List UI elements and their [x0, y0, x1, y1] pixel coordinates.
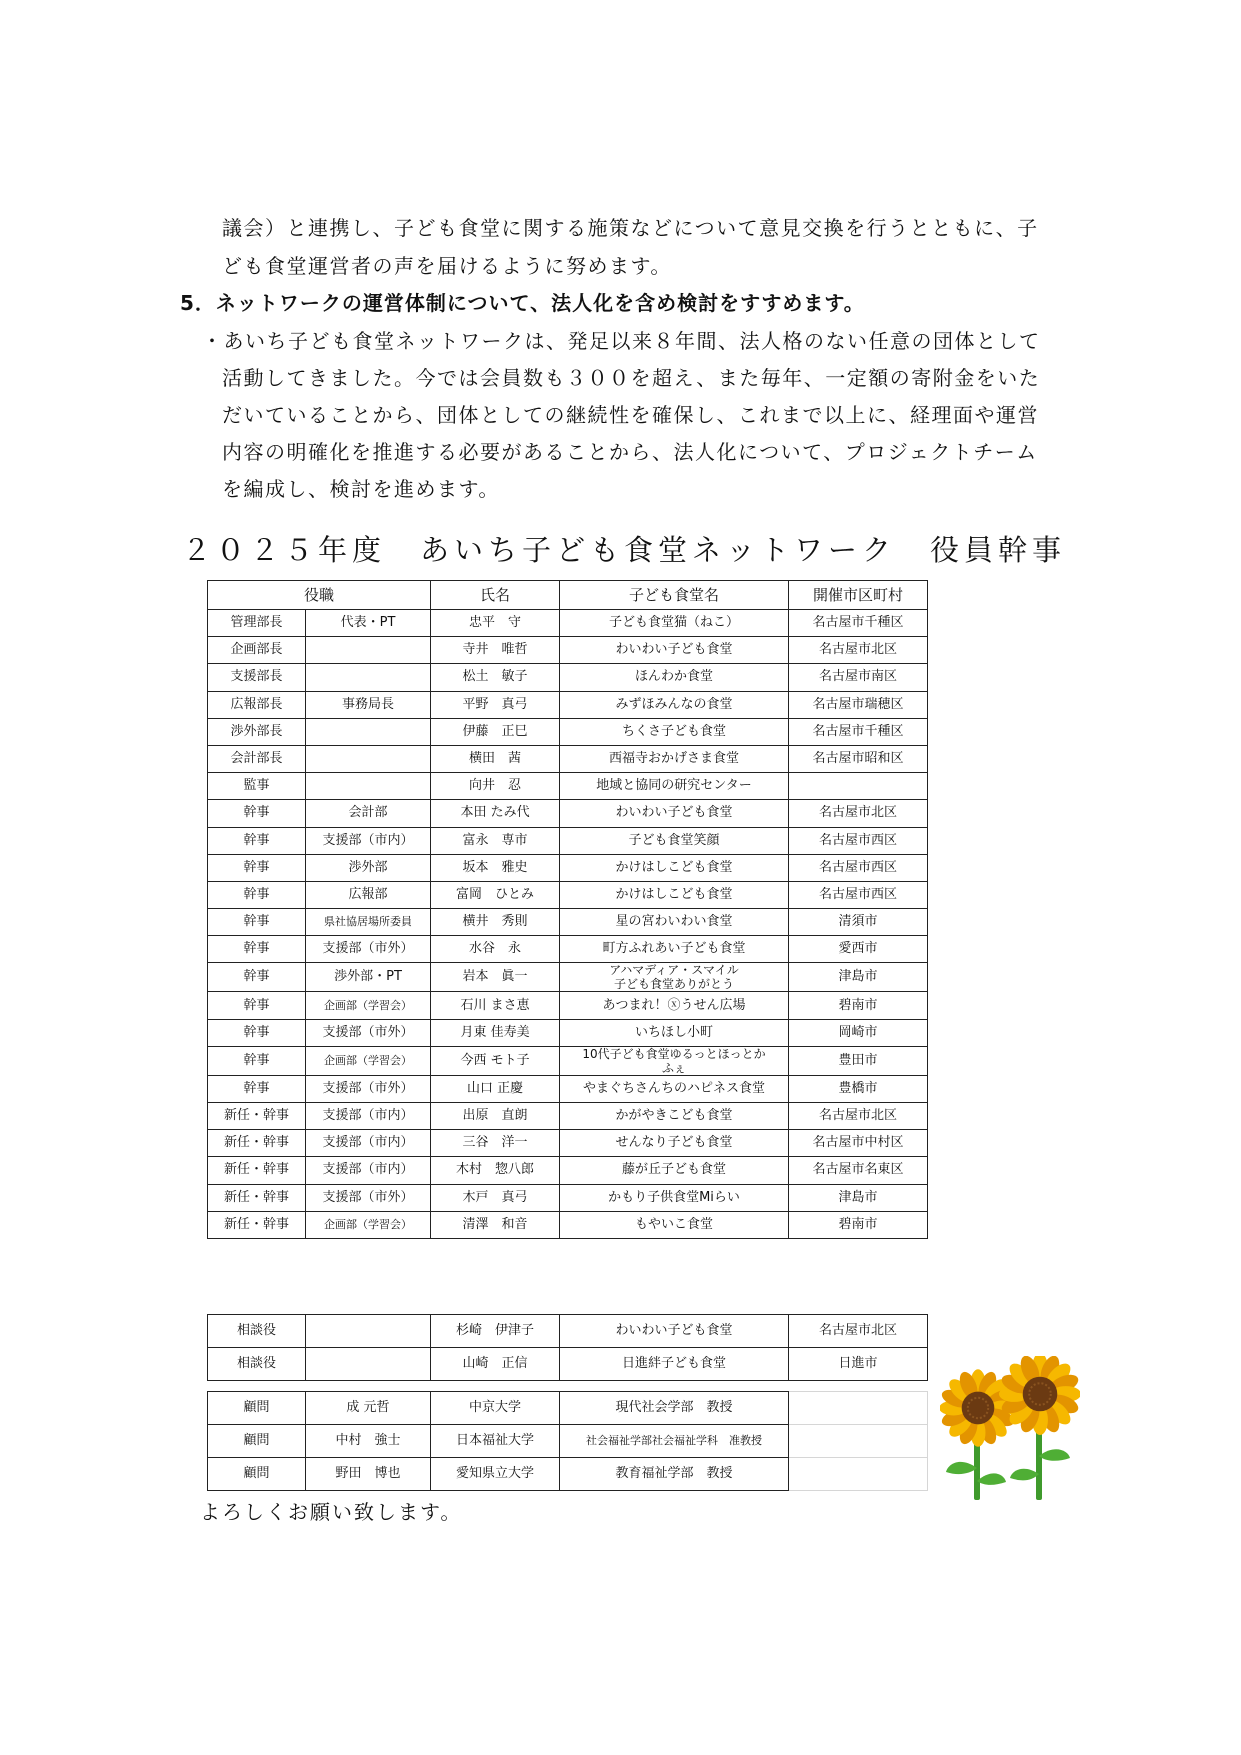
advisor-role: 顧問: [208, 1392, 306, 1425]
officer-row: [208, 1046, 928, 1075]
officer-row: [208, 1184, 928, 1211]
officer-city: 名古屋市千種区: [789, 610, 928, 637]
officer-name: 清澤 和音: [431, 1211, 560, 1238]
officer-name: 山口 正慶: [431, 1075, 560, 1102]
officer-row: [208, 773, 928, 800]
officer-city: 愛西市: [789, 936, 928, 963]
officer-name: 平野 真弓: [431, 691, 560, 718]
sunflower-center: [1023, 1377, 1058, 1412]
officer-row: [208, 881, 928, 908]
officer-cafeteria: かもり子供食堂Miらい: [560, 1184, 789, 1211]
officer-row: [208, 827, 928, 854]
officer-name: 三谷 洋一: [431, 1130, 560, 1157]
officer-dept: 支援部（市外）: [306, 1184, 431, 1211]
officer-dept: 支援部（市内）: [306, 1157, 431, 1184]
advisor-role: 顧問: [208, 1458, 306, 1491]
officer-cafeteria: 星の宮わいわい食堂: [560, 909, 789, 936]
counselor-role: 相談役: [208, 1348, 306, 1381]
closing-text: よろしくお願い致します。: [200, 1500, 463, 1524]
officer-role: 新任・幹事: [208, 1157, 306, 1184]
advisor-name: 中村 強士: [306, 1425, 431, 1458]
section5-line-3: だいていることから、団体としての継続性を確保し、これまで以上に、経理面や運営: [222, 403, 1039, 427]
counselor-name: 杉崎 伊津子: [431, 1315, 560, 1348]
officer-city: 名古屋市千種区: [789, 718, 928, 745]
officer-cafeteria: 10代子ども食堂ゆるっとほっとか ふぇ: [560, 1046, 789, 1075]
officer-role: 幹事: [208, 909, 306, 936]
officer-name: 寺井 唯哲: [431, 637, 560, 664]
officer-row: [208, 664, 928, 691]
officer-row: [208, 963, 928, 992]
officer-name: 石川 まさ恵: [431, 992, 560, 1019]
officer-cafeteria: 西福寺おかげさま食堂: [560, 745, 789, 772]
officer-role: 幹事: [208, 1075, 306, 1102]
officer-city: 碧南市: [789, 992, 928, 1019]
officer-name: 今西 モト子: [431, 1046, 560, 1075]
officer-city: 名古屋市西区: [789, 827, 928, 854]
officer-role: 企画部長: [208, 637, 306, 664]
section5-heading: 5．ネットワークの運営体制について、法人化を含め検討をすすめます。: [180, 291, 865, 315]
officer-row: [208, 909, 928, 936]
officer-role: 幹事: [208, 800, 306, 827]
advisor-org: 中京大学: [431, 1392, 560, 1425]
officer-role: 管理部長: [208, 610, 306, 637]
header-name: 氏名: [431, 581, 560, 610]
officer-cafeteria: 地域と協同の研究センター: [560, 773, 789, 800]
officer-name: 岩本 眞一: [431, 963, 560, 992]
officer-city: 名古屋市北区: [789, 800, 928, 827]
counselor-dept: [306, 1315, 431, 1348]
officer-dept: 広報部: [306, 881, 431, 908]
officer-name: 松土 敏子: [431, 664, 560, 691]
officer-name: 伊藤 正巳: [431, 718, 560, 745]
counselor-row: [208, 1315, 928, 1348]
officer-dept: [306, 637, 431, 664]
officer-row: [208, 800, 928, 827]
officer-city: 津島市: [789, 1184, 928, 1211]
officer-city: 岡崎市: [789, 1019, 928, 1046]
officer-row: [208, 610, 928, 637]
officer-dept: 渉外部・PT: [306, 963, 431, 992]
advisor-row: [208, 1425, 928, 1458]
officer-row: [208, 1103, 928, 1130]
section5-line-2: 活動してきました。今では会員数も３００を超え、また毎年、一定額の寄附金をいた: [222, 366, 1041, 390]
officer-name: 横田 茜: [431, 745, 560, 772]
officer-dept: 県社協居場所委員: [306, 909, 431, 936]
officer-city: 清須市: [789, 909, 928, 936]
advisor-row: [208, 1392, 928, 1425]
officer-role: 幹事: [208, 936, 306, 963]
officer-city: 名古屋市西区: [789, 881, 928, 908]
officer-role: 監事: [208, 773, 306, 800]
intro-line-2: ども食堂運営者の声を届けるように努めます。: [222, 254, 672, 278]
sunflower-center: [962, 1392, 995, 1425]
officer-role: 幹事: [208, 963, 306, 992]
officer-dept: 会計部: [306, 800, 431, 827]
officer-cafeteria: かけはしこども食堂: [560, 854, 789, 881]
advisor-empty-cell: [789, 1392, 928, 1425]
officer-cafeteria: もやいこ食堂: [560, 1211, 789, 1238]
officer-role: 新任・幹事: [208, 1130, 306, 1157]
officer-cafeteria: わいわい子ども食堂: [560, 800, 789, 827]
counselors-table: [207, 1314, 928, 1381]
officer-dept: 企画部（学習会）: [306, 1211, 431, 1238]
officer-role: 広報部長: [208, 691, 306, 718]
officer-name: 本田 たみ代: [431, 800, 560, 827]
officer-role: 会計部長: [208, 745, 306, 772]
officer-city: 名古屋市北区: [789, 1103, 928, 1130]
officer-dept: 支援部（市内）: [306, 1130, 431, 1157]
officer-cafeteria: あつまれ！ⓧうせん広場: [560, 992, 789, 1019]
advisor-post: 社会福祉学部社会福祉学科 准教授: [560, 1425, 789, 1458]
officer-role: 幹事: [208, 1019, 306, 1046]
officer-city: 名古屋市中村区: [789, 1130, 928, 1157]
officer-city: 津島市: [789, 963, 928, 992]
officer-dept: 支援部（市内）: [306, 1103, 431, 1130]
header-city: 開催市区町村: [789, 581, 928, 610]
officer-dept: [306, 718, 431, 745]
advisor-post: 教育福祉学部 教授: [560, 1458, 789, 1491]
officer-dept: 支援部（市外）: [306, 936, 431, 963]
officer-name: 向井 忍: [431, 773, 560, 800]
officer-cafeteria: かがやきこども食堂: [560, 1103, 789, 1130]
officer-cafeteria: アハマディア・スマイル 子ども食堂ありがとう: [560, 963, 789, 992]
officer-role: 幹事: [208, 1046, 306, 1075]
officer-dept: 支援部（市外）: [306, 1019, 431, 1046]
table-title: ２０２５年度 あいち子ども食堂ネットワーク 役員幹事: [182, 533, 1067, 567]
officer-city: 豊橋市: [789, 1075, 928, 1102]
officer-name: 木戸 真弓: [431, 1184, 560, 1211]
counselor-row: [208, 1348, 928, 1381]
officer-dept: 企画部（学習会）: [306, 992, 431, 1019]
officer-dept: 代表・PT: [306, 610, 431, 637]
officer-role: 支援部長: [208, 664, 306, 691]
officer-dept: [306, 773, 431, 800]
officer-name: 忠平 守: [431, 610, 560, 637]
officer-dept: 支援部（市内）: [306, 827, 431, 854]
advisors-table: [207, 1391, 928, 1491]
counselor-city: 日進市: [789, 1348, 928, 1381]
officer-cafeteria: 町方ふれあい子ども食堂: [560, 936, 789, 963]
advisor-name: 野田 博也: [306, 1458, 431, 1491]
officer-city: 名古屋市瑞穂区: [789, 691, 928, 718]
officer-row: [208, 1211, 928, 1238]
officers-table: [207, 580, 928, 1239]
officer-city: [789, 773, 928, 800]
officer-name: 出原 直朗: [431, 1103, 560, 1130]
officer-cafeteria: かけはしこども食堂: [560, 881, 789, 908]
officer-dept: 企画部（学習会）: [306, 1046, 431, 1075]
officer-role: 新任・幹事: [208, 1103, 306, 1130]
officer-cafeteria: いちほし小町: [560, 1019, 789, 1046]
officer-dept: [306, 664, 431, 691]
counselor-cafeteria: 日進絆子ども食堂: [560, 1348, 789, 1381]
officer-role: 渉外部長: [208, 718, 306, 745]
officer-dept: 支援部（市外）: [306, 1075, 431, 1102]
officer-name: 横井 秀則: [431, 909, 560, 936]
advisor-empty-cell: [789, 1425, 928, 1458]
sunflower-stem-right: [1010, 1424, 1070, 1500]
officer-city: 名古屋市昭和区: [789, 745, 928, 772]
advisor-empty-cell: [789, 1458, 928, 1491]
officer-name: 富永 専市: [431, 827, 560, 854]
officer-row: [208, 1130, 928, 1157]
officer-role: 幹事: [208, 992, 306, 1019]
officer-row: [208, 936, 928, 963]
officer-role: 幹事: [208, 881, 306, 908]
sunflower-illustration: [940, 1356, 1080, 1501]
officer-city: 名古屋市名東区: [789, 1157, 928, 1184]
officer-name: 月東 佳寿美: [431, 1019, 560, 1046]
officer-name: 坂本 雅史: [431, 854, 560, 881]
officer-row: [208, 718, 928, 745]
officer-row: [208, 691, 928, 718]
advisor-org: 愛知県立大学: [431, 1458, 560, 1491]
officers-header-row: [208, 581, 928, 610]
officer-cafeteria: 子ども食堂笑顔: [560, 827, 789, 854]
officer-row: [208, 1075, 928, 1102]
officer-row: [208, 854, 928, 881]
counselor-city: 名古屋市北区: [789, 1315, 928, 1348]
advisor-post: 現代社会学部 教授: [560, 1392, 789, 1425]
counselor-cafeteria: わいわい子ども食堂: [560, 1315, 789, 1348]
section5-line-1: ・あいち子ども食堂ネットワークは、発足以来８年間、法人格のない任意の団体として: [202, 329, 1041, 353]
counselor-dept: [306, 1348, 431, 1381]
officer-row: [208, 637, 928, 664]
officer-name: 水谷 永: [431, 936, 560, 963]
officer-cafeteria: やまぐちさんちのハピネス食堂: [560, 1075, 789, 1102]
officer-dept: 渉外部: [306, 854, 431, 881]
counselor-role: 相談役: [208, 1315, 306, 1348]
officer-cafeteria: みずほみんなの食堂: [560, 691, 789, 718]
officer-cafeteria: 藤が丘子ども食堂: [560, 1157, 789, 1184]
advisor-org: 日本福祉大学: [431, 1425, 560, 1458]
officer-cafeteria: わいわい子ども食堂: [560, 637, 789, 664]
header-role: 役職: [208, 581, 431, 610]
officer-row: [208, 1019, 928, 1046]
officer-cafeteria: ちくさ子ども食堂: [560, 718, 789, 745]
intro-line-1: 議会）と連携し、子ども食堂に関する施策などについて意見交換を行うとともに、子: [222, 216, 1039, 240]
officer-cafeteria: せんなり子ども食堂: [560, 1130, 789, 1157]
officer-city: 名古屋市西区: [789, 854, 928, 881]
officer-cafeteria: 子ども食堂猫（ねこ）: [560, 610, 789, 637]
section5-line-5: を編成し、検討を進めます。: [222, 477, 500, 501]
header-cafeteria: 子ども食堂名: [560, 581, 789, 610]
officer-row: [208, 1157, 928, 1184]
officer-cafeteria: ほんわか食堂: [560, 664, 789, 691]
officer-row: [208, 745, 928, 772]
officer-city: 碧南市: [789, 1211, 928, 1238]
officer-role: 新任・幹事: [208, 1184, 306, 1211]
officer-name: 富岡 ひとみ: [431, 881, 560, 908]
officer-city: 名古屋市南区: [789, 664, 928, 691]
counselor-name: 山崎 正信: [431, 1348, 560, 1381]
advisor-row: [208, 1458, 928, 1491]
officer-city: 名古屋市北区: [789, 637, 928, 664]
section5-line-4: 内容の明確化を推進する必要があることから、法人化について、プロジェクトチーム: [222, 440, 1038, 464]
officer-role: 幹事: [208, 854, 306, 881]
officer-city: 豊田市: [789, 1046, 928, 1075]
officer-role: 幹事: [208, 827, 306, 854]
officer-row: [208, 992, 928, 1019]
officer-role: 新任・幹事: [208, 1211, 306, 1238]
advisor-name: 成 元哲: [306, 1392, 431, 1425]
officer-name: 木村 惣八郎: [431, 1157, 560, 1184]
advisor-role: 顧問: [208, 1425, 306, 1458]
officer-dept: [306, 745, 431, 772]
officer-dept: 事務局長: [306, 691, 431, 718]
